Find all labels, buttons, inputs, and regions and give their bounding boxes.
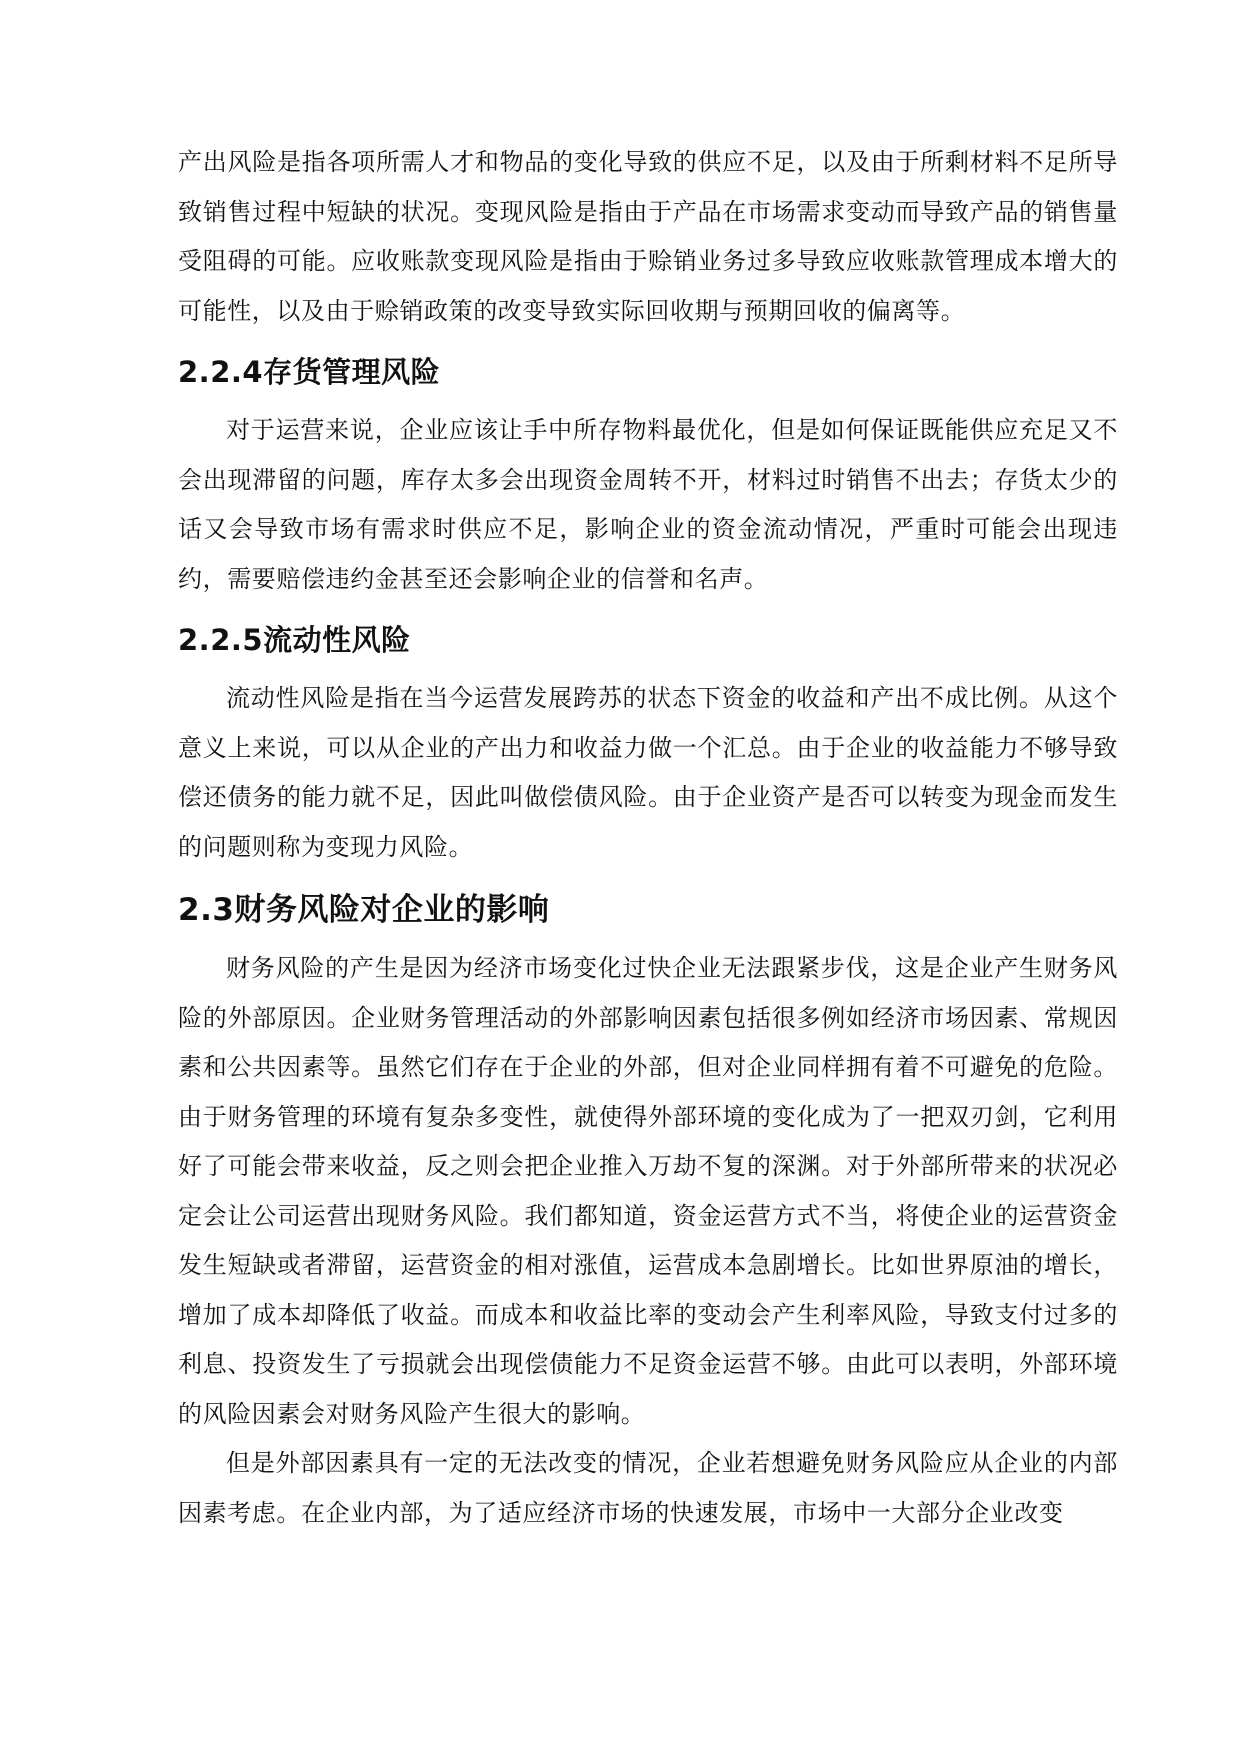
paragraph-output-risk: 产出风险是指各项所需人才和物品的变化导致的供应不足，以及由于所剩材料不足所导致销售过程中短缺的状况。变现风险是指由于产品在市场需求变动而导致产品的销售量受阻碍的可能。应收账款变现风险是指由于赊销业务过多导致应收账款管理成本增大的可能性，以及由于赊销政策的改变导致实际回收期与预期回收的偏离等。: [178, 148, 1118, 325]
heading-2-2-4: 2.2.4存货管理风险: [178, 355, 441, 389]
document-page: [178, 138, 1118, 1538]
paragraph-inventory-risk: 对于运营来说，企业应该让手中所存物料最优化，但是如何保证既能供应充足又不会出现滞留的问题，库存太多会出现资金周转不开，材料过时销售不出去；存货太少的话又会导致市场有需求时供应不足，影响企业的资金流动情况，严重时可能会出现违约，需要赔偿违约金甚至还会影响企业的信誉和名声。: [178, 416, 1118, 593]
heading-2-3: 2.3财务风险对企业的影响: [178, 892, 550, 928]
heading-2-2-5: 2.2.5流动性风险: [178, 623, 411, 657]
paragraph-internal-factors: 但是外部因素具有一定的无法改变的情况，企业若想避免财务风险应从企业的内部因素考虑。在企业内部，为了适应经济市场的快速发展，市场中一大部分企业改变: [178, 1449, 1118, 1527]
paragraph-liquidity-risk: 流动性风险是指在当今运营发展跨苏的状态下资金的收益和产出不成比例。从这个意义上来说，可以从企业的产出力和收益力做一个汇总。由于企业的收益能力不够导致偿还债务的能力就不足，因此叫做偿债风险。由于企业资产是否可以转变为现金而发生的问题则称为变现力风险。: [178, 684, 1118, 861]
paragraph-external-factors: 财务风险的产生是因为经济市场变化过快企业无法跟紧步伐，这是企业产生财务风险的外部原因。企业财务管理活动的外部影响因素包括很多例如经济市场因素、常规因素和公共因素等。虽然它们存在于企业的外部，但对企业同样拥有着不可避免的危险。由于财务管理的环境有复杂多变性，就使得外部环境的变化成为了一把双刃剑，它利用好了可能会带来收益，反之则会把企业推入万劫不复的深渊。对于外部所带来的状况必定会让公司运营出现财务风险。我们都知道，资金运营方式不当，将使企业的运营资金发生短缺或者滞留，运营资金的相对涨值，运营成本急剧增长。比如世界原油的增长，增加了成本却降低了收益。而成本和收益比率的变动会产生利率风险，导致支付过多的利息、投资发生了亏损就会出现偿债能力不足资金运营不够。由此可以表明，外部环境的风险因素会对财务风险产生很大的影响。: [178, 954, 1118, 1428]
